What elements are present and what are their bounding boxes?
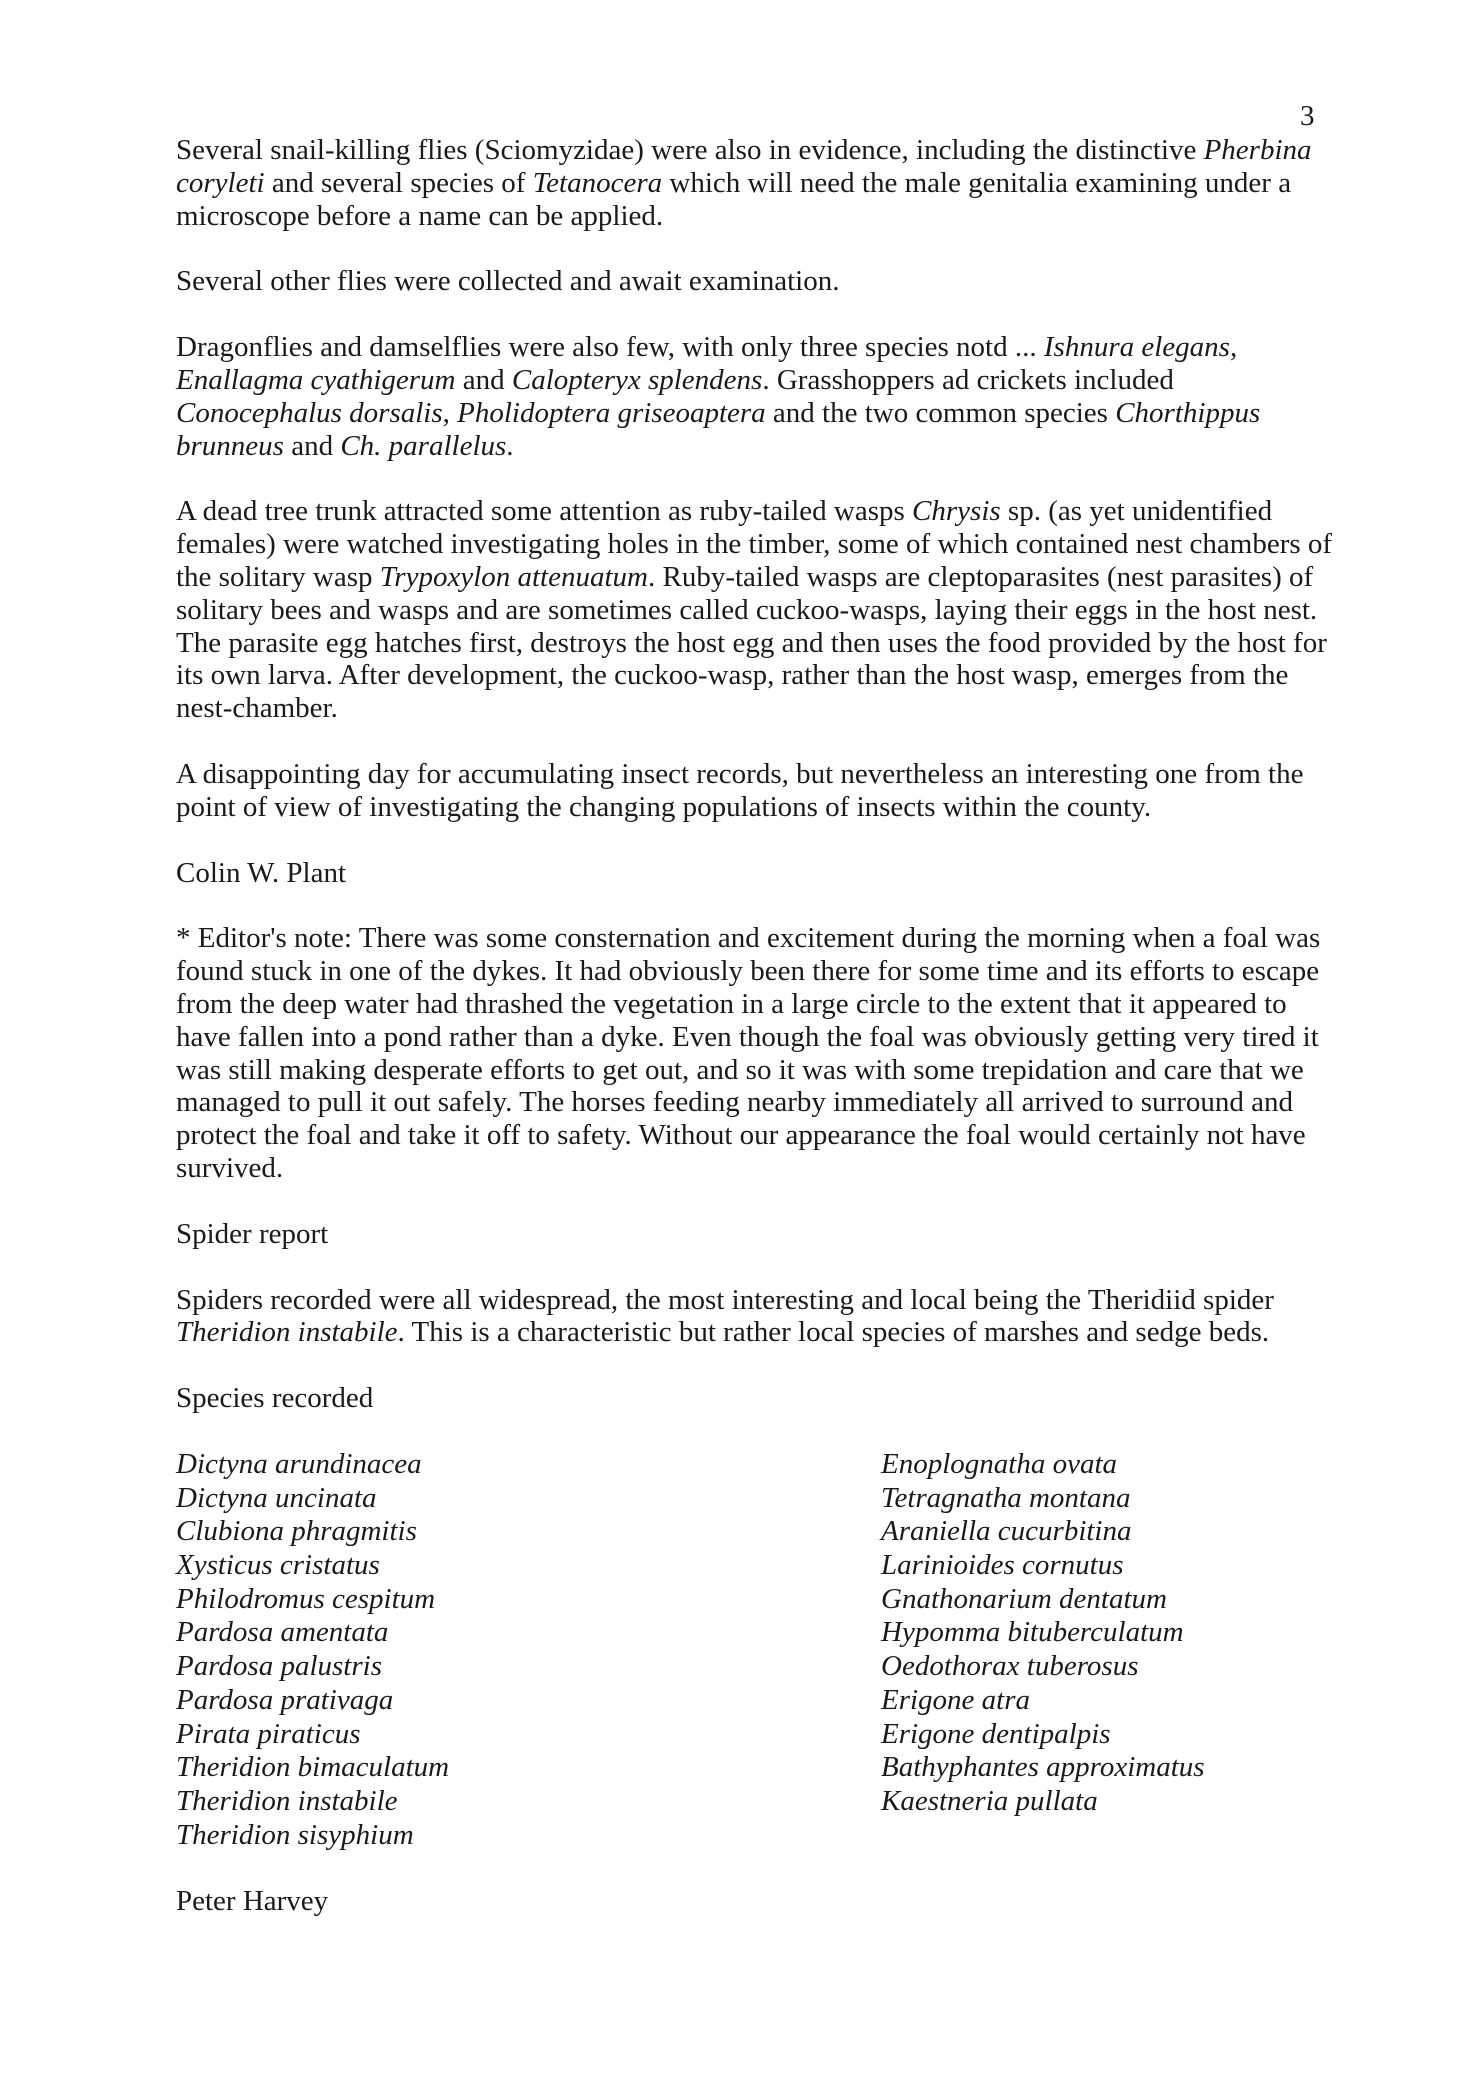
text-run: A dead tree trunk attracted some attention as ruby-tailed wasps bbox=[176, 495, 913, 528]
text-run: A disappointing day for accumulating insect records, but nevertheless an interesting one from the point of view of investigating the changing populations of insects within the county. bbox=[176, 757, 1304, 823]
list-item: Theridion sisyphium bbox=[176, 1818, 414, 1851]
list-item: Araniella cucurbitina bbox=[881, 1515, 1132, 1548]
species-name: Ishnura elegans bbox=[1043, 331, 1230, 364]
text-run: Spider report bbox=[176, 1217, 329, 1250]
text-run: . bbox=[506, 429, 514, 462]
species-name: Ch. parallelus bbox=[340, 429, 507, 462]
text-run: , bbox=[1229, 331, 1238, 364]
document-body bbox=[176, 134, 1346, 1951]
paragraph-ruby-tailed-wasps bbox=[176, 495, 1346, 725]
paragraph-sciomyzidae bbox=[176, 134, 1346, 232]
species-list bbox=[176, 1448, 1346, 1852]
text-run: and the two common species bbox=[765, 396, 1116, 429]
text-run: sp. (as yet unidentified females) were watched investigating holes in the timber, some of which contained nest chambers of the solitary wasp bbox=[176, 495, 1333, 593]
text-run: Dragonflies and damselflies were also few, with only three species notd ... bbox=[176, 331, 1044, 364]
text-run: Spiders recorded were all widespread, the most interesting and local being the Theridiid spider bbox=[176, 1283, 1274, 1316]
list-item: Dictyna arundinacea bbox=[176, 1447, 422, 1480]
paragraph-conclusion bbox=[176, 758, 1346, 824]
section-heading-spider-report bbox=[176, 1218, 1346, 1251]
list-item: Tetragnatha montana bbox=[881, 1481, 1131, 1514]
list-item: Gnathonarium dentatum bbox=[881, 1582, 1167, 1615]
text-run: . Ruby-tailed wasps are cleptoparasites (nest parasites) of solitary bees and wasps and are sometimes called cuckoo-wasps, laying their eggs in the host nest. The parasite egg hatches first, destroys the host egg and then uses the food provided by the host for its own larva. After development, the cuckoo-wasp, rather than the host wasp, emerges from the nest-chamber. bbox=[176, 560, 1327, 725]
list-item: Kaestneria pullata bbox=[881, 1784, 1098, 1817]
text-run: Several snail-killing flies (Sciomyzidae) were also in evidence, including the distinctive bbox=[176, 134, 1204, 166]
text-run: Several other flies were collected and await examination. bbox=[176, 265, 840, 298]
list-item: Bathyphantes approximatus bbox=[881, 1751, 1205, 1784]
species-name: Enallagma cyathigerum bbox=[176, 363, 456, 396]
list-item: Enoplognatha ovata bbox=[881, 1447, 1118, 1480]
list-item: Hypomma bituberculatum bbox=[881, 1616, 1184, 1649]
text-run: * Editor's note: There was some consternation and excitement during the morning when a foal was found stuck in one of the dykes. It had obviously been there for some time and its efforts to escape from the deep water had thrashed the vegetation in a large circle to the extent that it appeared to have fallen into a pond rather than a dyke. Even though the foal was obviously getting very tired it was still making desperate efforts to get out, and so it was with some trepidation and care that we managed to pull it out safely. The horses feeding nearby immediately all arrived to surround and protect the foal and take it off to safety. Without our appearance the foal would certainly not have survived. bbox=[176, 922, 1321, 1184]
text-run: Species recorded bbox=[176, 1382, 374, 1415]
text-run: which will need the male genitalia examining under a microscope before a name can be applied. bbox=[176, 166, 1292, 232]
text-run: . This is a characteristic but rather local species of marshes and sedge beds. bbox=[397, 1316, 1270, 1349]
paragraph-editors-note bbox=[176, 922, 1346, 1184]
genus-name: Chrysis bbox=[912, 495, 1001, 528]
paragraph-dragonflies bbox=[176, 331, 1346, 462]
species-column-right bbox=[881, 1448, 1346, 1852]
species-name: Calopteryx splendens bbox=[511, 363, 763, 396]
section-heading-species-recorded bbox=[176, 1382, 1346, 1415]
list-item: Pirata piraticus bbox=[176, 1717, 361, 1750]
list-item: Philodromus cespitum bbox=[176, 1582, 436, 1615]
species-name: Conocephalus dorsalis bbox=[176, 396, 443, 429]
species-name: Pherbina coryleti bbox=[176, 134, 1312, 199]
list-item: Theridion bimaculatum bbox=[176, 1751, 450, 1784]
list-item: Pardosa palustris bbox=[176, 1650, 382, 1683]
text-run: , bbox=[442, 396, 458, 429]
species-name: Trypoxylon attenuatum bbox=[379, 560, 648, 593]
genus-name: Tetanocera bbox=[532, 166, 663, 199]
list-item: Xysticus cristatus bbox=[176, 1549, 380, 1582]
author-signature-spiders: Peter Harvey bbox=[176, 1885, 329, 1918]
text-run: and several species of bbox=[264, 166, 533, 199]
list-item: Erigone dentipalpis bbox=[881, 1717, 1111, 1750]
page-number: 3 bbox=[1300, 100, 1315, 132]
paragraph-spiders bbox=[176, 1284, 1346, 1350]
species-column-left bbox=[176, 1448, 881, 1852]
species-name: Pholidoptera griseoaptera bbox=[457, 396, 766, 429]
list-item: Larinioides cornutus bbox=[881, 1549, 1124, 1582]
species-name: Theridion instabile bbox=[176, 1316, 398, 1349]
list-item: Theridion instabile bbox=[176, 1784, 398, 1817]
text-run: . Grasshoppers ad crickets included bbox=[762, 363, 1174, 396]
text-run: and bbox=[455, 363, 512, 396]
list-item: Oedothorax tuberosus bbox=[881, 1650, 1139, 1683]
list-item: Erigone atra bbox=[881, 1683, 1031, 1716]
list-item: Pardosa prativaga bbox=[176, 1683, 394, 1716]
species-name: Chorthippus brunneus bbox=[176, 396, 1261, 462]
paragraph-other-flies bbox=[176, 265, 1346, 298]
list-item: Pardosa amentata bbox=[176, 1616, 389, 1649]
author-signature bbox=[176, 857, 1346, 890]
text-run: and bbox=[283, 429, 341, 462]
text-run: Colin W. Plant bbox=[176, 856, 347, 889]
list-item: Dictyna uncinata bbox=[176, 1481, 377, 1514]
list-item: Clubiona phragmitis bbox=[176, 1515, 417, 1548]
